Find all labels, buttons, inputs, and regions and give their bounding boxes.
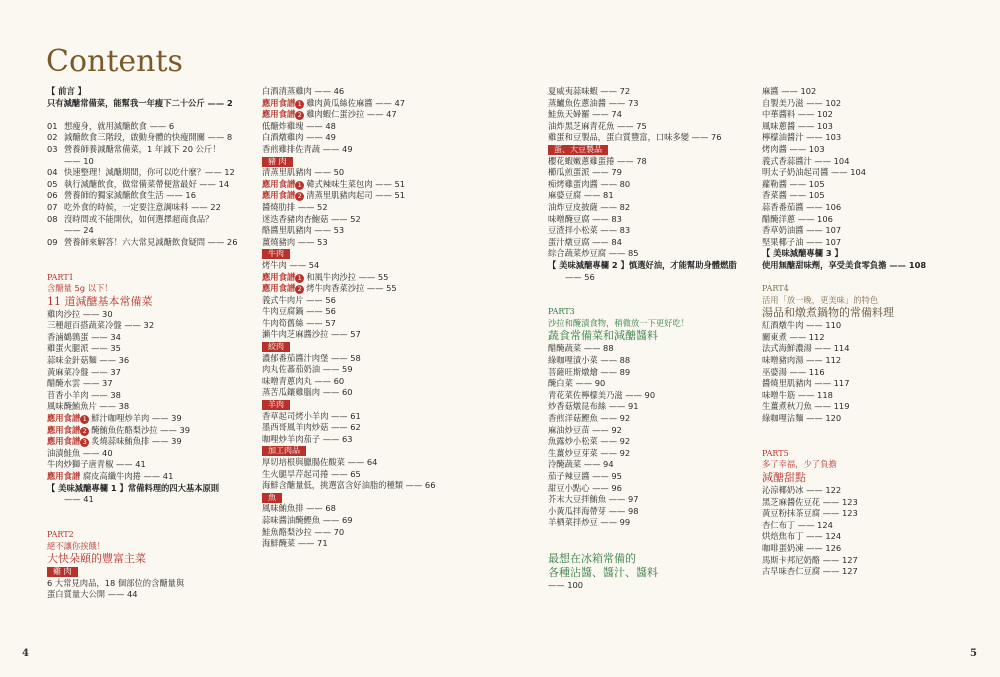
- entry-number: 09: [47, 236, 58, 247]
- toc-entry: [47, 320, 247, 332]
- toc-entry: [262, 295, 462, 307]
- toc-entry: [262, 503, 462, 515]
- toc-entry: 綠咖哩漬小菜 —— 88: [548, 355, 631, 366]
- toc-entry: [548, 98, 748, 110]
- toc-entry: [47, 225, 247, 237]
- applied-recipe-label: 應用食譜: [262, 109, 296, 120]
- entry-text: 雞蛋火腿派 —— 35: [47, 343, 121, 354]
- toc-entry: [47, 378, 247, 390]
- toc-entry: [47, 132, 247, 144]
- entry-text: 麻婆豆腐 —— 81: [548, 190, 614, 201]
- entry-text: 肉丸佐蕃茄奶油 —— 59: [262, 364, 353, 375]
- toc-entry: [548, 225, 748, 237]
- entry-text: 快速整理！減醣期間，你可以吃什麼？—— 12: [64, 167, 235, 178]
- entry-number: 05: [47, 178, 58, 189]
- column3-line: 使用無醣甜味劑，享受美食零負擔 —— 108: [762, 259, 927, 270]
- toc-column-2: [262, 86, 462, 550]
- toc-entry: 馬斯卡邦尼奶酪 —— 127: [762, 554, 858, 565]
- preface-title: 只有減醣常備菜，能幫我一年瘦下二十公斤 —— 2: [47, 97, 233, 108]
- toc-entry: [47, 355, 247, 367]
- entry-text: 薑燒豬肉 —— 53: [262, 236, 328, 247]
- toc-entry: 法式海鮮濃湯 —— 114: [762, 343, 850, 354]
- entry-text: 義式牛肉片 —— 56: [262, 294, 336, 305]
- entry-text: 執行減醣飲食，做常備菜帶便當最好 —— 14: [64, 178, 230, 189]
- toc-entry: [47, 167, 247, 179]
- entry-text: 清蒸里肌豬肉起司 —— 51: [306, 190, 406, 201]
- toc-entry: [262, 434, 462, 446]
- section-tag-row: [262, 341, 462, 353]
- entry-text: 牛肉筍舊絲 —— 57: [262, 317, 336, 328]
- section-tag-row: [548, 144, 748, 156]
- toc-entry: [548, 167, 748, 179]
- toc-entry: 甜豆小點心 —— 96: [548, 482, 622, 493]
- applied-recipe-label: 應用食譜: [262, 283, 296, 294]
- toc-entry: [548, 132, 748, 144]
- toc-entry: [262, 306, 462, 318]
- entry-text: 沒時間或不能開伙，如何選擇超商食品？: [64, 213, 214, 224]
- entry-text: 風味鮪魚排 —— 68: [262, 503, 336, 514]
- toc-entry: 黃豆粉抹茶豆腐 —— 123: [762, 508, 858, 519]
- toc-entry: [47, 425, 247, 437]
- toc-entry: 烘焙焦布丁 —— 124: [762, 531, 842, 542]
- entry-text: 營養師來解答！六大常見減醣飲食疑問 —— 26: [64, 236, 238, 247]
- toc-entry: [548, 121, 748, 133]
- part4-subtitle: 活用「放一晚，更美味」的特色: [762, 294, 879, 305]
- part3-label: PART3: [548, 307, 575, 317]
- recipe-number-badge: 3: [80, 438, 89, 447]
- toc-entry: [262, 387, 462, 399]
- entry-text: 雞蛋和豆製品，蛋白質豐富，口味多變 —— 76: [548, 132, 722, 143]
- entry-text: 豆渣拌小松菜 —— 83: [548, 225, 631, 236]
- toc-column-1: [47, 86, 247, 601]
- toc-entry: [262, 318, 462, 330]
- toc-entry: 醋醃蔬菜 —— 88: [548, 343, 614, 354]
- section-tag: 羊肉: [262, 400, 290, 410]
- entry-text: 綜合蔬菜炒豆腐 —— 85: [548, 248, 639, 259]
- part1-title: 11 道減醣基本常備菜: [47, 294, 153, 308]
- entry-text: 三種超百搭蔬菜冷盤 —— 32: [47, 320, 155, 331]
- toc-entry: 黑芝麻醬佐豆花 —— 123: [762, 496, 858, 507]
- entry-number: 03: [47, 143, 58, 154]
- toc-entry: 醃白菜 —— 90: [548, 378, 606, 389]
- entry-text: 油炸豆皮披薩 —— 82: [548, 201, 631, 212]
- entry-text: 減醣飲食三階段，啟動身體的快瘦開關 —— 8: [64, 132, 233, 143]
- recipe-number-badge: 1: [295, 274, 304, 283]
- page-number-left: 4: [22, 648, 29, 659]
- entry-text: 【 美味減醣專欄 2 】慎選好油，才能幫助身體燃脂: [548, 259, 737, 270]
- toc-entry: [548, 109, 748, 121]
- entry-text: 【 美味減醣專欄 1 】常備料理的四大基本原則: [47, 482, 220, 493]
- preface-tag: 【 前言 】: [47, 86, 86, 96]
- fridge-title-line-2: 各種沾醬、醬汁、醬料: [548, 566, 658, 580]
- part3-title: 蔬食常備菜和減醣醬料: [548, 329, 658, 343]
- entry-text: 雞肉蝦仁蛋沙拉 —— 47: [306, 109, 397, 120]
- toc-entry: [262, 260, 462, 272]
- toc-entry: [262, 538, 462, 550]
- toc-column-4: [762, 86, 962, 578]
- entry-text: —— 10: [64, 155, 94, 166]
- part5-subtitle: 多了幸福，少了負擔: [762, 459, 837, 470]
- toc-entry: 芥末大豆拌鮪魚 —— 97: [548, 494, 639, 505]
- entry-number: 06: [47, 190, 58, 201]
- toc-entry: 蘿勒醬 —— 105: [762, 178, 825, 189]
- applied-recipe-label: 應用食譜: [47, 436, 81, 447]
- toc-entry: [262, 480, 462, 492]
- entry-text: 白酒燉雞肉 —— 49: [262, 132, 336, 143]
- entry-text: 炙燒蒜味鮪魚排 —— 39: [91, 436, 182, 447]
- part2-subtitle: 絕不讓你挨餓！: [47, 540, 106, 551]
- toc-entry: 義式香蒜醬汁 —— 104: [762, 155, 850, 166]
- toc-entry: [47, 448, 247, 460]
- entry-number: 01: [47, 120, 58, 131]
- part2-title: 大快朵頤的豐富主菜: [47, 552, 146, 566]
- toc-entry: 綠咖哩沾麵 —— 120: [762, 413, 842, 424]
- entry-text: 吃外食的時候，一定要注意調味料 —— 22: [64, 201, 221, 212]
- entry-text: 油漬鮭魚 —— 40: [47, 447, 113, 458]
- toc-entry: [262, 527, 462, 539]
- toc-entry: [47, 237, 247, 249]
- entry-text: 蒜味金針菇麵 —— 36: [47, 355, 130, 366]
- chicken-intro-line-1: 6 大常見肉品，18 個部位的含醣量與: [47, 577, 185, 588]
- toc-entry: [47, 343, 247, 355]
- toc-entry: 咖啡蛋奶凍 —— 126: [762, 542, 842, 553]
- entry-text: 黃麻菜冷盤 —— 37: [47, 366, 121, 377]
- part5-title: 減醣甜點: [762, 471, 806, 484]
- section-tag-row: [262, 492, 462, 504]
- toc-entry: [262, 237, 462, 249]
- part4-label: PART4: [762, 284, 789, 294]
- entry-text: 醬燒肋排 —— 52: [262, 201, 328, 212]
- toc-entry: [262, 364, 462, 376]
- applied-recipe-label: 應用食譜: [47, 424, 81, 435]
- part4-title: 湯品和燉煮鍋物的常備料理: [762, 306, 894, 320]
- entry-text: 風味醃鮪魚片 —— 38: [47, 401, 130, 412]
- entry-text: 腐皮高纖牛肉捲 —— 41: [82, 471, 174, 481]
- entry-text: 韓式辣味生菜包肉 —— 51: [306, 178, 406, 189]
- entry-number: 02: [47, 132, 58, 143]
- entry-text: 烤牛肉 —— 54: [262, 259, 320, 270]
- toc-entry: [47, 214, 247, 226]
- toc-entry: 紅酒燉牛肉 —— 110: [762, 320, 842, 331]
- toc-entry: 麻油炒豆苗 —— 92: [548, 424, 622, 435]
- entry-text: 醃鮪魚佐酪梨沙拉 —— 39: [91, 424, 191, 435]
- part2-label: PART2: [47, 529, 74, 539]
- toc-entry: [548, 272, 748, 284]
- toc-entry: 古早味杏仁豆腐 —— 127: [762, 566, 858, 577]
- entry-text: 鮭魚酪梨沙拉 —— 70: [262, 526, 345, 537]
- entry-text: —— 56: [565, 271, 595, 282]
- toc-entry: 杏仁布丁 —— 124: [762, 519, 833, 530]
- section-tag-row: [262, 248, 462, 260]
- toc-entry: 沁涼椰奶冰 —— 122: [762, 485, 842, 495]
- entry-number: 04: [47, 167, 58, 178]
- part3-subtitle: 沙拉和醃漬食物，稍微放一下更好吃！: [548, 317, 690, 328]
- toc-entry: 菩薩旺斯燉燴 —— 89: [548, 366, 631, 377]
- toc-entry: 堅果椰子油 —— 107: [762, 236, 842, 247]
- toc-entry: [548, 179, 748, 191]
- toc-entry: 味噌牛筋 —— 118: [762, 389, 833, 400]
- toc-entry: [262, 98, 462, 110]
- toc-entry: 自製美乃滋 —— 102: [762, 97, 842, 108]
- toc-entry: [47, 459, 247, 471]
- recipe-number-badge: 1: [295, 181, 304, 190]
- entry-text: 櫛瓜煎蛋派 —— 79: [548, 167, 622, 178]
- entry-text: 蒸鱸魚佐蔥油醬 —— 73: [548, 97, 639, 108]
- entry-number: 07: [47, 201, 58, 212]
- toc-entry: [262, 457, 462, 469]
- entry-text: 厚切培根與臘腸佐酸菜 —— 64: [262, 457, 378, 467]
- entry-text: 蒸苦瓜鑲雞腦肉 —— 60: [262, 387, 353, 398]
- section-tag: 魚: [262, 493, 282, 503]
- toc-entry: 小黃瓜拌海帶芽 —— 98: [548, 505, 639, 516]
- entry-text: 想瘦身，就用減醣飲食 —— 6: [64, 120, 175, 131]
- toc-entry: 醋醃洋蔥 —— 106: [762, 213, 833, 224]
- toc-entry: [548, 156, 748, 168]
- toc-entry: [262, 329, 462, 341]
- section-tag: 牛肉: [262, 249, 290, 259]
- applied-recipe-label: 應用食譜: [47, 471, 81, 481]
- chicken-intro-line-2: 蛋白質量大公開 —— 44: [47, 589, 138, 600]
- toc-entry: [47, 436, 247, 448]
- section-tag: 加工肉品: [262, 446, 306, 456]
- entry-text: 香草起司烤小羊肉 —— 61: [262, 410, 361, 421]
- entry-text: 白酒清蒸雞肉 —— 46: [262, 86, 345, 96]
- toc-entry: [548, 202, 748, 214]
- entry-text: 雞肉黃瓜絲佐麻醬 —— 47: [306, 97, 406, 108]
- section-tag: 豬 肉: [262, 157, 293, 167]
- entry-text: 清蒸里肌豬肉 —— 50: [262, 167, 345, 178]
- toc-entry: [262, 167, 462, 179]
- toc-entry: [262, 109, 462, 121]
- entry-text: 雞肉沙拉 —— 30: [47, 308, 113, 319]
- entry-text: 迷迭香豬肉杏鮑菇 —— 52: [262, 213, 361, 224]
- fridge-page: —— 100: [548, 580, 584, 591]
- entry-text: 蛋汁燉豆腐 —— 84: [548, 236, 622, 247]
- section-tag-row: [262, 399, 462, 411]
- toc-entry: 醬燒里肌豬肉 —— 117: [762, 378, 850, 389]
- entry-text: 夏威夷蒜味蝦 —— 72: [548, 86, 631, 96]
- section-tag-row: [262, 445, 462, 457]
- entry-text: 海鮮含醣量低，挑選富含好油脂的種類 —— 66: [262, 480, 436, 491]
- toc-entry: [47, 144, 247, 156]
- toc-entry: [262, 202, 462, 214]
- toc-entry: [262, 132, 462, 144]
- toc-entry: 生薑炒豆芽菜 —— 92: [548, 447, 631, 458]
- entry-text: 香煎雞排佐青蔬 —— 49: [262, 143, 353, 154]
- toc-entry: [548, 248, 748, 260]
- entry-text: 牛肉炒獅子唐青椒 —— 41: [47, 459, 146, 470]
- entry-text: 瀨牛肉芝麻醬沙拉 —— 57: [262, 329, 361, 340]
- toc-entry: 生薑煮秋刀魚 —— 119: [762, 401, 850, 412]
- section-tag-chicken: 雞 肉: [47, 567, 78, 577]
- toc-entry: 中華醬料 —— 102: [762, 109, 833, 120]
- entry-text: 鮭魚天婦羅 —— 74: [548, 109, 622, 120]
- part1-label: PART1: [47, 272, 74, 282]
- applied-recipe-label: 應用食譜: [47, 413, 81, 424]
- applied-recipe-label: 應用食譜: [262, 190, 296, 201]
- toc-entry: 香煎洋菇鰹魚 —— 92: [548, 413, 631, 424]
- toc-entry: 麻醬 —— 102: [762, 86, 817, 96]
- toc-entry: [262, 376, 462, 388]
- toc-entry: 蒜香番茄醬 —— 106: [762, 201, 842, 212]
- toc-entry: [47, 494, 247, 506]
- section-tag: 蛋、大豆製品: [548, 145, 608, 155]
- entry-text: 和風牛肉沙拉 —— 55: [306, 271, 389, 282]
- toc-entry: 羊栖菜拌炒豆 —— 99: [548, 517, 631, 528]
- section-tag-row: [262, 156, 462, 168]
- section-tag: 絞肉: [262, 342, 290, 352]
- entry-text: 酪醬里肌豬肉 —— 53: [262, 225, 345, 236]
- entry-text: 咖哩炒羊肉茄子 —— 63: [262, 433, 353, 444]
- applied-recipe-label: 應用食譜: [262, 178, 296, 189]
- toc-entry: [262, 469, 462, 481]
- toc-entry: [47, 413, 247, 425]
- toc-entry: 明太子奶油起司醬 —— 104: [762, 167, 867, 178]
- toc-entry: 風味蔥醬 —— 103: [762, 120, 833, 131]
- entry-text: —— 24: [64, 225, 94, 236]
- entry-text: 墨西哥風羊肉炒菇 —— 62: [262, 422, 361, 433]
- toc-entry: [262, 121, 462, 133]
- recipe-number-badge: 2: [295, 192, 304, 201]
- toc-entry: 茄子辣豆醬 —— 95: [548, 471, 622, 481]
- entry-text: 痴烤雞蛋肉醬 —— 80: [548, 178, 631, 189]
- toc-entry: [548, 260, 748, 272]
- toc-entry: [548, 86, 748, 98]
- recipe-number-badge: 2: [295, 285, 304, 294]
- toc-entry: 泠醃蔬菜 —— 94: [548, 459, 614, 470]
- toc-entry: 巫婆湯 —— 116: [762, 366, 825, 377]
- toc-entry: 炒香菇燉昆布絲 —— 91: [548, 401, 639, 412]
- recipe-number-badge: 1: [295, 100, 304, 109]
- toc-entry: [548, 237, 748, 249]
- column3-title: 【 美味減醣專欄 3 】: [762, 248, 843, 259]
- entry-text: 營養師的獨家減醣飲食生活 —— 16: [64, 190, 196, 201]
- entry-text: 味噌青蔥肉丸 —— 60: [262, 375, 345, 386]
- toc-entry: [262, 179, 462, 191]
- toc-entry: 味噌豬肉湯 —— 112: [762, 355, 842, 366]
- toc-entry: [262, 214, 462, 226]
- toc-column-3: [548, 86, 748, 592]
- toc-entry: [262, 283, 462, 295]
- page-title: Contents: [46, 44, 183, 79]
- toc-entry: 檸檬油醬汁 —— 103: [762, 132, 842, 143]
- toc-entry: [548, 214, 748, 226]
- entry-text: 海鮮醃菜 —— 71: [262, 538, 328, 549]
- toc-entry: [47, 401, 247, 413]
- applied-recipe-label: 應用食譜: [262, 271, 296, 282]
- toc-entry: [262, 411, 462, 423]
- toc-entry: [47, 332, 247, 344]
- toc-entry: [47, 309, 247, 321]
- entry-text: 櫻花蝦嫩蔥雞蛋捲 —— 78: [548, 155, 647, 166]
- entry-text: 鮮汁咖哩炒羊肉 —— 39: [91, 413, 182, 424]
- entry-text: 醋醃水雲 —— 37: [47, 378, 113, 389]
- toc-entry: [262, 272, 462, 284]
- toc-entry: [47, 121, 247, 133]
- entry-text: 牛肉豆腐鍋 —— 56: [262, 306, 336, 317]
- toc-entry: 香菜醬 —— 105: [762, 190, 825, 201]
- entry-number: 08: [47, 213, 58, 224]
- entry-text: 油炸黑芝麻青花魚 —— 75: [548, 120, 647, 131]
- toc-entry: [47, 202, 247, 214]
- toc-entry: [47, 179, 247, 191]
- toc-entry: [262, 144, 462, 156]
- toc-entry: 關東煮 —— 112: [762, 331, 825, 342]
- entry-text: 味噌醃豆腐 —— 83: [548, 213, 622, 224]
- toc-entry: [262, 353, 462, 365]
- toc-entry: [47, 483, 247, 495]
- toc-entry: 烤肉醬 —— 103: [762, 143, 825, 154]
- recipe-number-badge: 2: [80, 427, 89, 436]
- entry-text: 苜香小羊肉 —— 38: [47, 389, 121, 400]
- entry-text: 生火腿旱芹起司捲 —— 65: [262, 468, 361, 479]
- toc-entry: [262, 225, 462, 237]
- entry-text: 營養師養減醣常備菜，1 年減下 20 公斤！: [64, 143, 221, 154]
- toc-entry: [262, 86, 462, 98]
- toc-entry: [47, 471, 247, 483]
- toc-entry: [262, 190, 462, 202]
- entry-text: —— 41: [64, 494, 94, 505]
- recipe-number-badge: 1: [80, 415, 89, 424]
- toc-entry: 香草奶油醬 —— 107: [762, 225, 842, 236]
- toc-entry: [47, 390, 247, 402]
- fridge-title-line-1: 最想在冰箱常備的: [548, 552, 636, 566]
- page-number-right: 5: [970, 648, 977, 659]
- entry-text: 烤牛肉香菜沙拉 —— 55: [306, 283, 397, 294]
- applied-recipe-label: 應用食譜: [262, 97, 296, 108]
- toc-entry: [262, 515, 462, 527]
- entry-text: 蒜味醬油醃鰹魚 —— 69: [262, 514, 353, 525]
- toc-entry: [262, 422, 462, 434]
- toc-entry: 魚露炒小松菜 —— 92: [548, 436, 631, 447]
- entry-text: 濃郁番茄醬汁肉堡 —— 58: [262, 352, 361, 363]
- toc-entry: [548, 190, 748, 202]
- part1-subtitle: 含醣量 5g 以下！: [47, 283, 113, 294]
- toc-entry: [47, 367, 247, 379]
- recipe-number-badge: 2: [295, 111, 304, 120]
- toc-entry: 青花菜佐檸檬美乃滋 —— 90: [548, 389, 656, 400]
- entry-text: 低醣炸雞塊 —— 48: [262, 120, 336, 131]
- toc-entry: [47, 190, 247, 202]
- part5-label: PART5: [762, 448, 789, 458]
- entry-text: 香滷鶴鶉蛋 —— 34: [47, 331, 121, 342]
- toc-entry: [47, 156, 247, 168]
